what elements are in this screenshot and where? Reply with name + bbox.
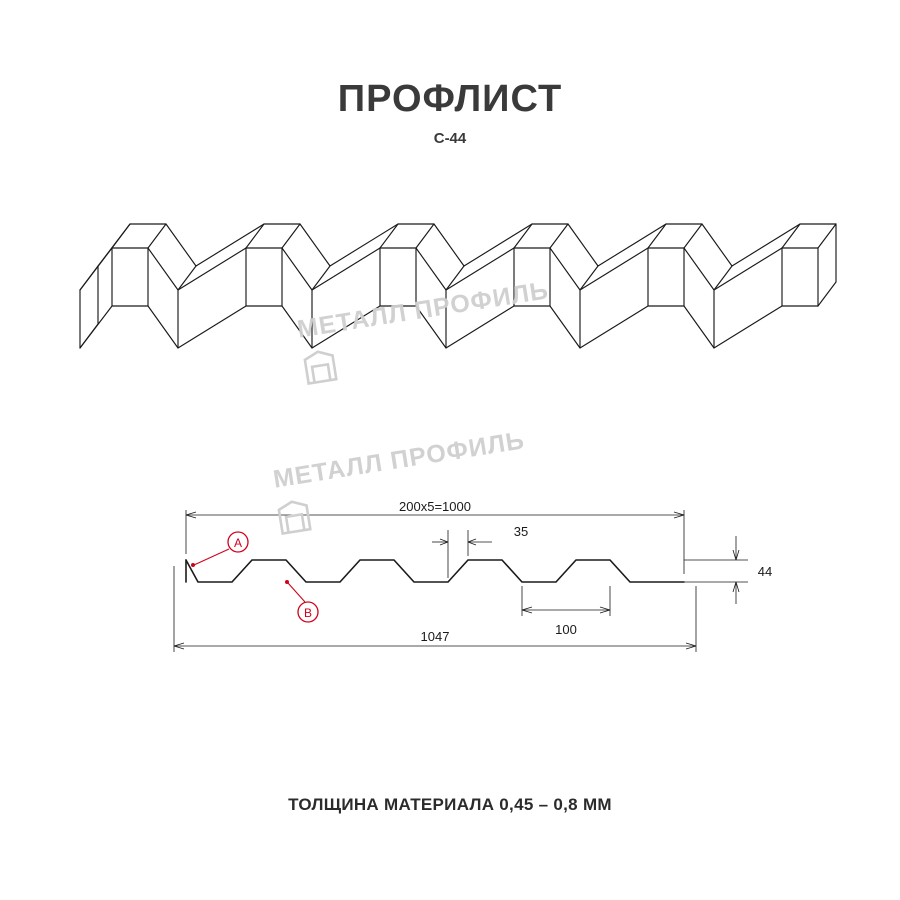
dim-label-height: 44 — [757, 564, 773, 579]
callout-a-label: A — [233, 536, 243, 550]
cross-section-view — [0, 470, 900, 700]
profile-outline — [186, 560, 684, 582]
watermark-text-top: МЕТАЛЛ ПРОФИЛЬ — [295, 276, 551, 344]
callout-b-label: B — [303, 606, 313, 620]
callout-a — [191, 532, 248, 567]
watermark-text-bottom: МЕТАЛЛ ПРОФИЛЬ — [271, 426, 527, 494]
product-code: С-44 — [433, 130, 467, 147]
dim-label-pitch-total: 200х5=1000 — [399, 499, 471, 514]
dimension-lines — [174, 510, 748, 652]
isometric-view — [0, 200, 900, 430]
page-title: ПРОФЛИСТ — [337, 78, 563, 120]
dim-label-rib-pitch: 100 — [555, 622, 577, 637]
dim-label-rib-top-width: 35 — [513, 524, 529, 539]
callout-b — [285, 580, 318, 622]
dim-label-overall-width: 1047 — [420, 629, 450, 644]
material-thickness-note: ТОЛЩИНА МАТЕРИАЛА 0,45 – 0,8 ММ — [288, 795, 612, 814]
